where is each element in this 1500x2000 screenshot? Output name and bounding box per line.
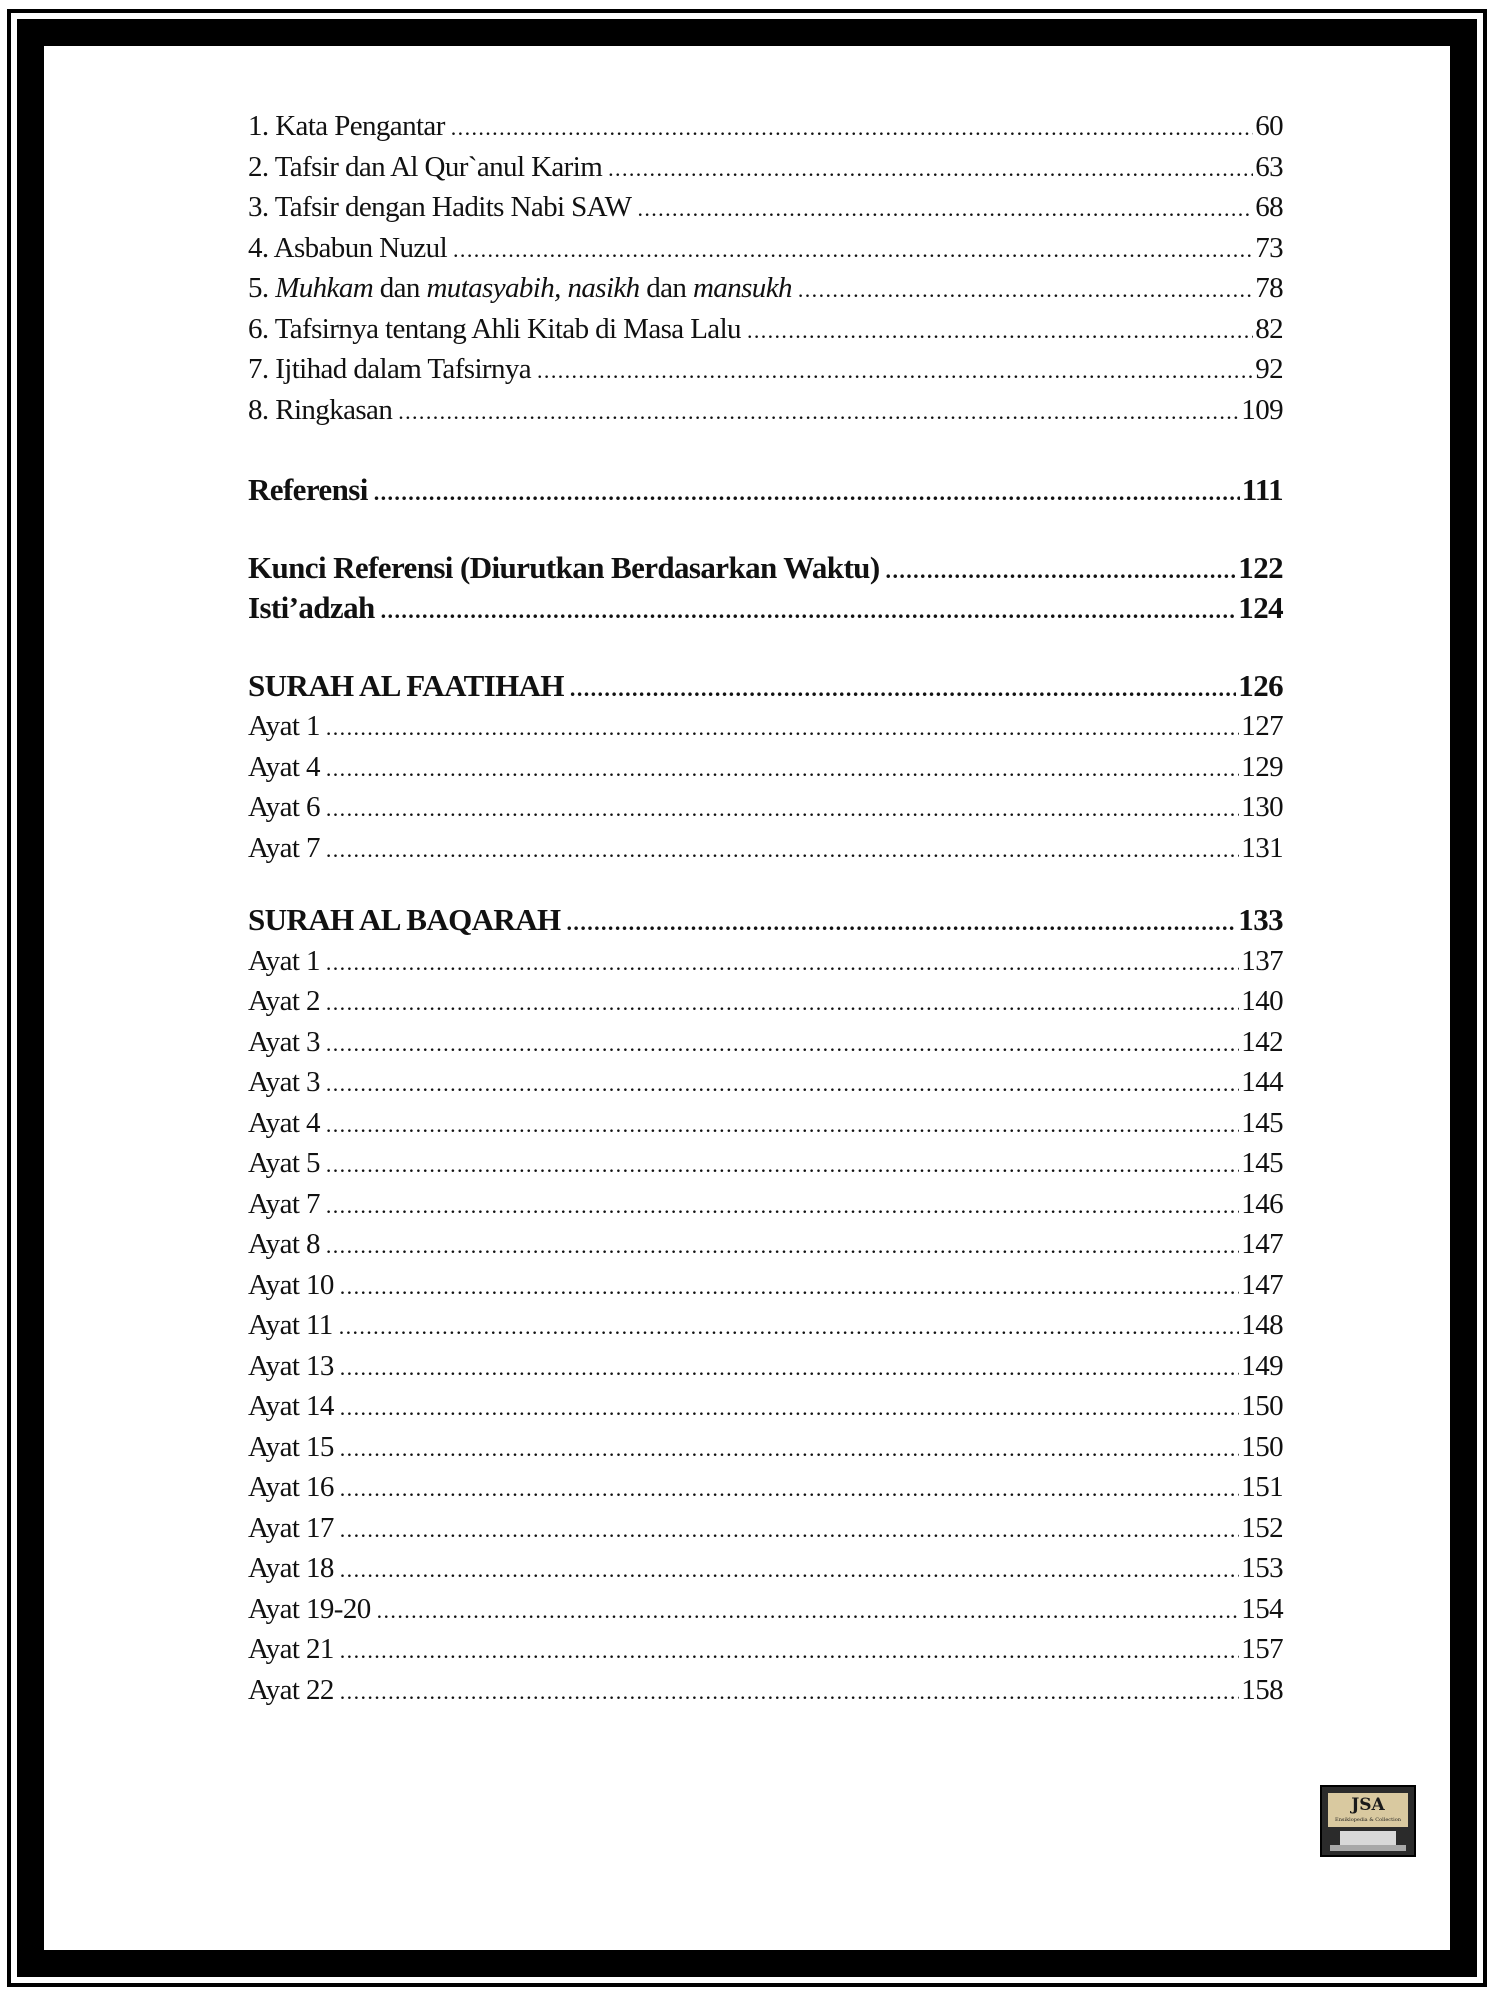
toc-entry-page: 151 xyxy=(1241,1471,1283,1503)
toc-entry-label: 2. Tafsir dan Al Qur`anul Karim xyxy=(248,150,603,183)
toc-entry-page: 68 xyxy=(1255,191,1283,223)
toc-leader-dots xyxy=(326,749,1239,790)
toc-entry-label: Ayat 1 xyxy=(248,710,320,742)
toc-leader-dots xyxy=(340,1631,1240,1672)
toc-leader-dots xyxy=(326,943,1239,984)
toc-entry-label: Ayat 6 xyxy=(248,791,320,823)
toc-entry-page: 150 xyxy=(1241,1390,1283,1422)
toc-entry-kunci-referensi[interactable] xyxy=(248,548,1283,589)
toc-leader-dots xyxy=(886,551,1237,592)
toc-entry-baqarah-ayat[interactable] xyxy=(248,1305,1283,1346)
computer-icon xyxy=(1340,1831,1396,1845)
toc-leader-dots xyxy=(340,1672,1240,1713)
toc-entry-page: 130 xyxy=(1241,791,1283,823)
toc-entry-chapter-4[interactable] xyxy=(248,228,1283,269)
toc-leader-dots xyxy=(340,1429,1240,1470)
toc-entry-label: Ayat 3 xyxy=(248,1066,320,1098)
toc-heading-surah-al-faatihah[interactable] xyxy=(248,666,1283,707)
toc-entry-label: 1. Kata Pengantar xyxy=(248,110,445,142)
toc-entry-baqarah-ayat[interactable] xyxy=(248,1143,1283,1184)
toc-leader-dots xyxy=(398,392,1239,433)
toc-entry-baqarah-ayat[interactable] xyxy=(248,1670,1283,1711)
toc-leader-dots xyxy=(326,830,1239,871)
toc-entry-label: Ayat 7 xyxy=(248,1187,320,1220)
toc-entry-baqarah-ayat[interactable] xyxy=(248,941,1283,982)
toc-entry-page: 63 xyxy=(1255,150,1283,183)
toc-leader-dots xyxy=(340,1267,1240,1308)
toc-entry-label: Ayat 18 xyxy=(248,1552,334,1584)
toc-entry-page: 127 xyxy=(1241,710,1283,742)
toc-entry-page: 60 xyxy=(1255,110,1283,142)
toc-entry-page: 92 xyxy=(1255,353,1283,385)
toc-entry-page: 158 xyxy=(1241,1673,1283,1706)
toc-entry-page: 129 xyxy=(1241,750,1283,783)
toc-entry-baqarah-ayat[interactable] xyxy=(248,1022,1283,1063)
table-of-contents xyxy=(248,106,1283,1710)
toc-entry-label: Isti’adzah xyxy=(248,590,375,625)
toc-heading-label: SURAH AL BAQARAH xyxy=(248,902,561,937)
toc-section-chapters xyxy=(248,106,1283,430)
toc-section-faatihah-ayat xyxy=(248,706,1283,868)
toc-heading-label: SURAH AL FAATIHAH xyxy=(248,667,564,703)
toc-entry-page: 146 xyxy=(1241,1187,1283,1220)
toc-entry-label: Ayat 4 xyxy=(248,1106,320,1139)
toc-entry-chapter-1[interactable] xyxy=(248,106,1283,147)
toc-leader-dots xyxy=(326,708,1239,749)
toc-entry-baqarah-ayat[interactable] xyxy=(248,1629,1283,1670)
toc-leader-dots xyxy=(377,1591,1240,1632)
toc-entry-label: Ayat 11 xyxy=(248,1309,333,1341)
toc-leader-dots xyxy=(567,903,1237,944)
toc-entry-label: Ayat 8 xyxy=(248,1228,320,1260)
toc-entry-faatihah-ayat[interactable] xyxy=(248,747,1283,788)
toc-entry-label: Ayat 13 xyxy=(248,1349,334,1382)
toc-heading-page: 133 xyxy=(1238,902,1283,937)
toc-entry-baqarah-ayat[interactable] xyxy=(248,1346,1283,1387)
toc-entry-page: 154 xyxy=(1241,1592,1283,1625)
toc-leader-dots xyxy=(798,270,1253,311)
toc-leader-dots xyxy=(340,1550,1240,1591)
toc-entry-chapter-6[interactable] xyxy=(248,309,1283,350)
toc-entry-page: 145 xyxy=(1241,1147,1283,1179)
toc-leader-dots xyxy=(326,1145,1239,1186)
toc-entry-page: 147 xyxy=(1241,1228,1283,1260)
toc-entry-page: 153 xyxy=(1241,1552,1283,1584)
toc-leader-dots xyxy=(326,1105,1239,1146)
toc-leader-dots xyxy=(537,351,1253,392)
toc-entry-label: Kunci Referensi (Diurutkan Berdasarkan Waktu) xyxy=(248,549,880,585)
toc-entry-faatihah-ayat[interactable] xyxy=(248,787,1283,828)
toc-entry-page: 73 xyxy=(1255,231,1283,264)
toc-entry-baqarah-ayat[interactable] xyxy=(248,1103,1283,1144)
toc-entry-page: 78 xyxy=(1255,272,1283,304)
toc-leader-dots xyxy=(340,1388,1240,1429)
toc-entry-page: 122 xyxy=(1238,549,1283,585)
toc-leader-dots xyxy=(637,189,1253,230)
toc-entry-page: 111 xyxy=(1241,472,1283,507)
toc-leader-dots xyxy=(326,1064,1239,1105)
toc-entry-baqarah-ayat[interactable] xyxy=(248,1184,1283,1225)
toc-entry-baqarah-ayat[interactable] xyxy=(248,1224,1283,1265)
toc-entry-label: Ayat 7 xyxy=(248,831,320,864)
toc-entry-chapter-5[interactable] xyxy=(248,268,1283,309)
toc-entry-label: Ayat 3 xyxy=(248,1025,320,1058)
toc-leader-dots xyxy=(608,149,1253,190)
keyboard-icon xyxy=(1330,1845,1406,1851)
toc-entry-page: 150 xyxy=(1241,1430,1283,1463)
toc-leader-dots xyxy=(339,1307,1240,1348)
toc-entry-page: 109 xyxy=(1241,393,1283,426)
toc-entry-page: 147 xyxy=(1241,1268,1283,1301)
toc-entry-baqarah-ayat[interactable] xyxy=(248,1265,1283,1306)
toc-entry-page: 157 xyxy=(1241,1633,1283,1665)
toc-entry-page: 149 xyxy=(1241,1349,1283,1382)
toc-entry-page: 144 xyxy=(1241,1066,1283,1098)
toc-entry-label: Ayat 15 xyxy=(248,1430,334,1463)
toc-entry-baqarah-ayat[interactable] xyxy=(248,1386,1283,1427)
toc-heading-page: 126 xyxy=(1238,667,1283,703)
toc-entry-baqarah-ayat[interactable] xyxy=(248,1548,1283,1589)
toc-entry-label: Ayat 14 xyxy=(248,1390,334,1422)
toc-entry-page: 142 xyxy=(1241,1025,1283,1058)
toc-leader-dots xyxy=(340,1510,1240,1551)
toc-leader-dots xyxy=(381,591,1237,632)
toc-leader-dots xyxy=(747,311,1253,352)
toc-heading-surah-al-baqarah[interactable] xyxy=(248,900,1283,941)
toc-entry-chapter-2[interactable] xyxy=(248,147,1283,188)
toc-entry-baqarah-ayat[interactable] xyxy=(248,1589,1283,1630)
toc-entry-label: Ayat 5 xyxy=(248,1147,320,1179)
jsa-logo xyxy=(1320,1785,1416,1857)
toc-entry-baqarah-ayat[interactable] xyxy=(248,981,1283,1022)
toc-entry-chapter-7[interactable] xyxy=(248,349,1283,390)
toc-entry-istiadzah[interactable] xyxy=(248,588,1283,629)
toc-section-baqarah-ayat xyxy=(248,941,1283,1711)
toc-leader-dots xyxy=(453,230,1253,271)
toc-entry-label: Ayat 19-20 xyxy=(248,1592,371,1625)
toc-leader-dots xyxy=(374,473,1240,514)
toc-leader-dots xyxy=(326,789,1239,830)
toc-entry-label: 4. Asbabun Nuzul xyxy=(248,231,448,264)
toc-entry-baqarah-ayat[interactable] xyxy=(248,1467,1283,1508)
toc-entry-baqarah-ayat[interactable] xyxy=(248,1062,1283,1103)
toc-entry-label: 7. Ijtihad dalam Tafsirnya xyxy=(248,353,532,385)
toc-entry-page: 140 xyxy=(1241,985,1283,1017)
toc-entry-page: 152 xyxy=(1241,1511,1283,1544)
toc-entry-label: Ayat 1 xyxy=(248,944,320,977)
toc-entry-label: 6. Tafsirnya tentang Ahli Kitab di Masa Lalu xyxy=(248,312,741,345)
toc-entry-label: Referensi xyxy=(248,472,368,507)
toc-entry-label: Ayat 16 xyxy=(248,1471,334,1503)
toc-entry-baqarah-ayat[interactable] xyxy=(248,1508,1283,1549)
toc-entry-chapter-8[interactable] xyxy=(248,390,1283,431)
toc-entry-page: 137 xyxy=(1241,944,1283,977)
toc-leader-dots xyxy=(326,1226,1239,1267)
toc-entry-label: 8. Ringkasan xyxy=(248,393,393,426)
toc-entry-faatihah-ayat[interactable] xyxy=(248,828,1283,869)
toc-entry-page: 148 xyxy=(1241,1309,1283,1341)
toc-leader-dots xyxy=(451,108,1253,149)
toc-entry-label: Ayat 4 xyxy=(248,750,320,783)
toc-entry-page: 82 xyxy=(1255,312,1283,345)
toc-entry-chapter-3[interactable] xyxy=(248,187,1283,228)
toc-leader-dots xyxy=(326,983,1239,1024)
toc-entry-label: Ayat 10 xyxy=(248,1268,334,1301)
jsa-logo-panel: JSA Ensiklopedia & Collection xyxy=(1328,1793,1408,1827)
toc-entry-referensi[interactable] xyxy=(248,470,1283,511)
toc-entry-page: 131 xyxy=(1241,831,1283,864)
toc-leader-dots xyxy=(340,1348,1240,1389)
toc-entry-label: Ayat 22 xyxy=(248,1673,334,1706)
toc-entry-label: Ayat 21 xyxy=(248,1633,334,1665)
toc-entry-faatihah-ayat[interactable] xyxy=(248,706,1283,747)
toc-entry-page: 124 xyxy=(1238,590,1283,625)
toc-leader-dots xyxy=(326,1186,1239,1227)
toc-leader-dots xyxy=(340,1469,1240,1510)
toc-entry-baqarah-ayat[interactable] xyxy=(248,1427,1283,1468)
toc-entry-label: Ayat 17 xyxy=(248,1511,334,1544)
toc-entry-label: Ayat 2 xyxy=(248,985,320,1017)
toc-entry-page: 145 xyxy=(1241,1106,1283,1139)
toc-leader-dots xyxy=(570,669,1236,710)
toc-leader-dots xyxy=(326,1024,1239,1065)
toc-entry-label: 3. Tafsir dengan Hadits Nabi SAW xyxy=(248,191,632,223)
toc-entry-label: 5. Muhkam dan mutasyabih, nasikh dan mansukh xyxy=(248,272,792,304)
